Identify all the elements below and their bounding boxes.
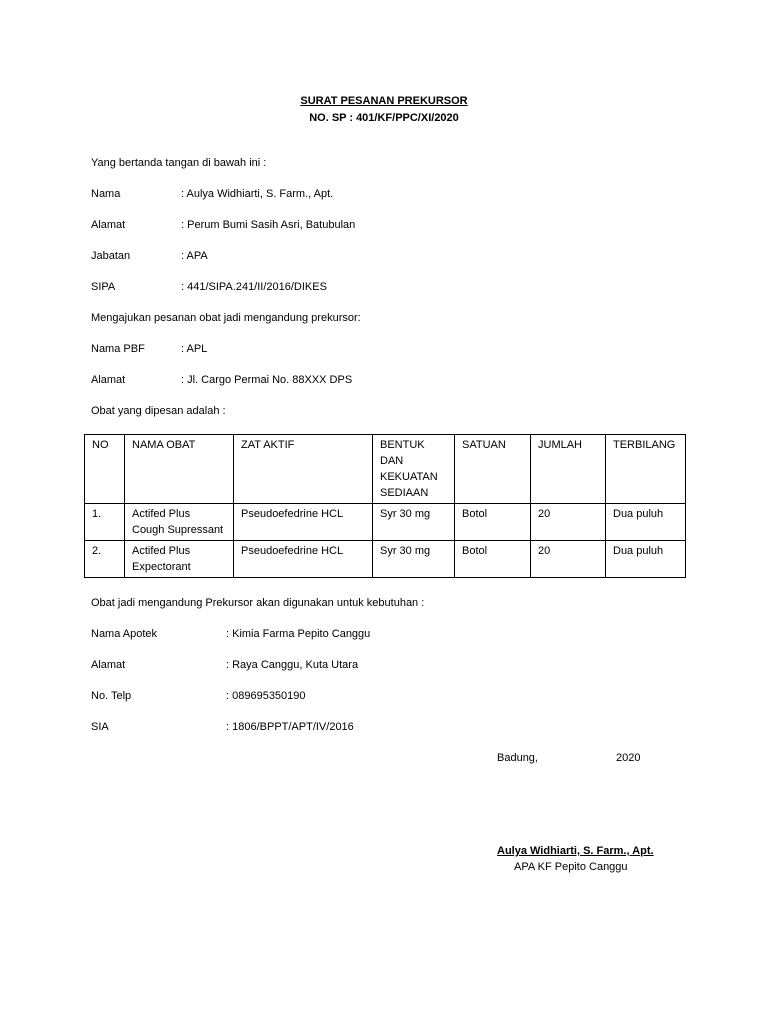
letter-number: NO. SP : 401/KF/PPC/XI/2020 bbox=[309, 112, 459, 124]
order-table bbox=[84, 434, 686, 578]
signer-address-value: : Perum Bumi Sasih Asri, Batubulan bbox=[181, 219, 356, 231]
pharmacy-name-value: : Kimia Farma Pepito Canggu bbox=[226, 628, 371, 640]
intro-text: Yang bertanda tangan di bawah ini : bbox=[91, 157, 267, 169]
cell-dosage-form: Syr 30 mg bbox=[373, 541, 455, 578]
pharmacy-address-label: Alamat bbox=[91, 659, 126, 671]
pharmacy-phone-value: : 089695350190 bbox=[226, 690, 306, 702]
cell-in-words: Dua puluh bbox=[606, 541, 686, 578]
table-header-row bbox=[85, 435, 686, 504]
pharmacy-sia-value: : 1806/BPPT/APT/IV/2016 bbox=[226, 721, 354, 733]
signature-position: APA KF Pepito Canggu bbox=[514, 861, 628, 873]
pharmacy-address-value: : Raya Canggu, Kuta Utara bbox=[226, 659, 359, 671]
signer-address-label: Alamat bbox=[91, 219, 126, 231]
letter-title: SURAT PESANAN PREKURSOR bbox=[300, 95, 468, 107]
cell-drug-name: Actifed Plus Cough Supressant bbox=[125, 504, 234, 541]
header-no: NO bbox=[85, 435, 125, 504]
header-quantity: JUMLAH bbox=[531, 435, 606, 504]
pbf-address-value: : Jl. Cargo Permai No. 88XXX DPS bbox=[181, 374, 353, 386]
cell-active-ingredient: Pseudoefedrine HCL bbox=[234, 541, 373, 578]
usage-text: Obat jadi mengandung Prekursor akan digunakan untuk kebutuhan : bbox=[91, 597, 425, 609]
cell-quantity: 20 bbox=[531, 541, 606, 578]
signature-name: Aulya Widhiarti, S. Farm., Apt. bbox=[497, 845, 654, 857]
header-in-words: TERBILANG bbox=[606, 435, 686, 504]
signer-sipa-label: SIPA bbox=[91, 281, 116, 293]
cell-in-words: Dua puluh bbox=[606, 504, 686, 541]
signer-position-label: Jabatan bbox=[91, 250, 131, 262]
pbf-address-label: Alamat bbox=[91, 374, 126, 386]
table-row bbox=[85, 541, 686, 578]
cell-no: 1. bbox=[85, 504, 125, 541]
pharmacy-sia-label: SIA bbox=[91, 721, 109, 733]
header-dosage-form: BENTUK DAN KEKUATAN SEDIAAN bbox=[373, 435, 455, 504]
signer-position-value: : APA bbox=[181, 250, 208, 262]
pharmacy-name-label: Nama Apotek bbox=[91, 628, 158, 640]
cell-drug-name: Actifed Plus Expectorant bbox=[125, 541, 234, 578]
request-text: Mengajukan pesanan obat jadi mengandung prekursor: bbox=[91, 312, 361, 324]
date-year: 2020 bbox=[616, 752, 641, 764]
header-unit: SATUAN bbox=[455, 435, 531, 504]
pbf-name-label: Nama PBF bbox=[91, 343, 145, 355]
ordered-text: Obat yang dipesan adalah : bbox=[91, 405, 226, 417]
signer-name-label: Nama bbox=[91, 188, 121, 200]
date-place: Badung, bbox=[497, 752, 538, 764]
signer-sipa-value: : 441/SIPA.241/II/2016/DIKES bbox=[181, 281, 327, 293]
pharmacy-phone-label: No. Telp bbox=[91, 690, 132, 702]
cell-no: 2. bbox=[85, 541, 125, 578]
cell-quantity: 20 bbox=[531, 504, 606, 541]
cell-active-ingredient: Pseudoefedrine HCL bbox=[234, 504, 373, 541]
pbf-name-value: : APL bbox=[181, 343, 208, 355]
header-active-ingredient: ZAT AKTIF bbox=[234, 435, 373, 504]
cell-dosage-form: Syr 30 mg bbox=[373, 504, 455, 541]
cell-unit: Botol bbox=[455, 541, 531, 578]
signer-name-value: : Aulya Widhiarti, S. Farm., Apt. bbox=[181, 188, 334, 200]
cell-unit: Botol bbox=[455, 504, 531, 541]
table-row bbox=[85, 504, 686, 541]
header-drug-name: NAMA OBAT bbox=[125, 435, 234, 504]
